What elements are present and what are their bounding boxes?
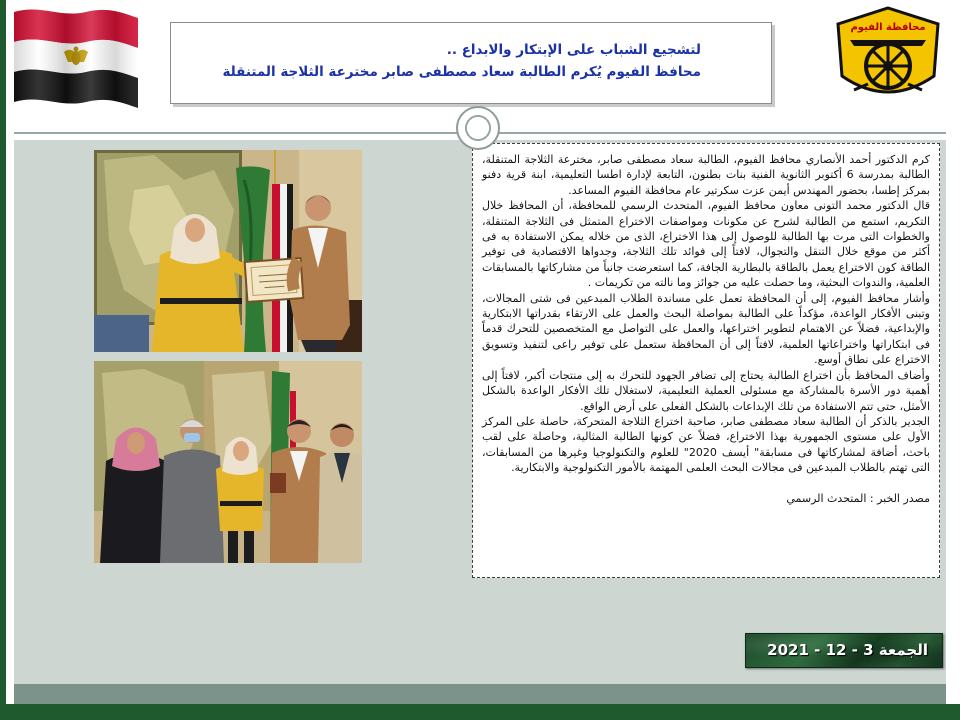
date-badge: الجمعة 3 - 12 - 2021	[745, 633, 943, 668]
egypt-flag-icon	[10, 4, 144, 112]
article-body	[472, 143, 940, 578]
group-photo	[94, 361, 362, 563]
header-box	[170, 22, 772, 104]
headline-title: محافظ الفيوم يُكرم الطالبة سعاد مصطفى صابر مخترعة الثلاجة المتنقلة	[222, 64, 701, 80]
article-paragraph: كرم الدكتور أحمد الأنصاري محافظ الفيوم، الطالبة سعاد مصطفى صابر، مخترعة الثلاجة المتنقلة، الطالبة بمدرسة 6 أكتوبر الثانوية الفنية بنات بطنون، التابعة لإدارة اطسا التعليمية، ابنة قرية دفنو بمركز إطسا، بحضور المهندس أيمن عزت سكرتير عام محافظة الفيوم المساعد.	[482, 153, 930, 197]
frame-left-border	[0, 0, 6, 720]
fayoum-governorate-logo-icon	[828, 4, 948, 108]
divider-ring-ornament	[456, 106, 500, 150]
article-source: مصدر الخبر : المتحدث الرسمي	[786, 491, 930, 505]
frame-bottom-border	[0, 704, 960, 720]
article-paragraph: وأضاف المحافظ بأن اختراع الطالبة يحتاج إلى تضافر الجهود للتحرك به إلى منتجات أكبر، لافتاً إلى أهمية دور الأسرة بالمشاركة مع مسئولى العملية التعليمية، لاستغلال تلك الأفكار الواعدة بالشكل الأمثل، حتى تتم الاستفادة من تلك الإبداعات بالشكل الفعلى على أرض الواقع.	[482, 368, 930, 413]
footer-band	[14, 684, 946, 704]
article-paragraph: الجدير بالذكر أن الطالبة سعاد مصطفى صابر، صاحبة اختراع الثلاجة المتحركة، حاصلة على المركز الأول على مستوى الجمهورية بهذا الاختراع، فضلاً عن كونها الطالبة المثالية، وحاصلة على لقب باحث، أضافة لمشاركاتها فى مسابقة" أيسف 2020" للعلوم والتكنولوجيا وغيرها من المسابقات، التى تهتم بالطلاب المبدعين فى مجالات البحث العلمى المهتمة بالأمور التكنولوجية والابتكارية.	[482, 414, 930, 475]
article-paragraph: وأشار محافظ الفيوم، إلى أن المحافظة تعمل على مساندة الطلاب المبدعين فى شتى المجالات، وتبنى الأفكار الواعدة، مؤكداً على الطالبة بمواصلة البحث والعمل على الارتقاء بقدراتها الابتكارية والإبداعية، فضلاً عن الاهتمام لتطوير اختراعها، والعمل على التواصل مع المتخصصين للتحرك قدماً فى ابتكاراتها واختراعاتها العلمية، لافتاً إلى أن المحافظة ستعمل على توفير راعى لتنفيذ وتسويق الاختراع على نطاق أوسع.	[482, 291, 930, 367]
article-paragraph: قال الدكتور محمد التونى معاون محافظ الفيوم، المتحدث الرسمي للمحافظة، أن المحافظ خلال التكريم، استمع من الطالبة لشرح عن مكونات ومواصفات الاختراع المتمثل فى الثلاجة المتنقلة، والخطوات التى مرت بها الطالبة للوصول إلى هذا الاختراع، الذى من خلاله يمكن الاستفادة به فى أكثر من موقع خلال التنقل والتجوال، لافتاً إلى فوائد تلك الثلاجة، وجدواها الاقتصادية فى توفير الطاقة كون الاختراع يعمل بالطاقة بالبطارية الجافة، كما استعرضت جانباً من مشاركاتها بالمسابقات العلمية، والندوات البحثية، وما حصلت عليه من جوائز وما نالته من تكريمات .	[482, 199, 930, 290]
logo-text: محافظة الفيوم	[850, 22, 926, 33]
award-ceremony-photo	[94, 150, 362, 352]
headline-kicker: لتشجيع الشباب على الإبتكار والابداع ..	[446, 42, 701, 58]
